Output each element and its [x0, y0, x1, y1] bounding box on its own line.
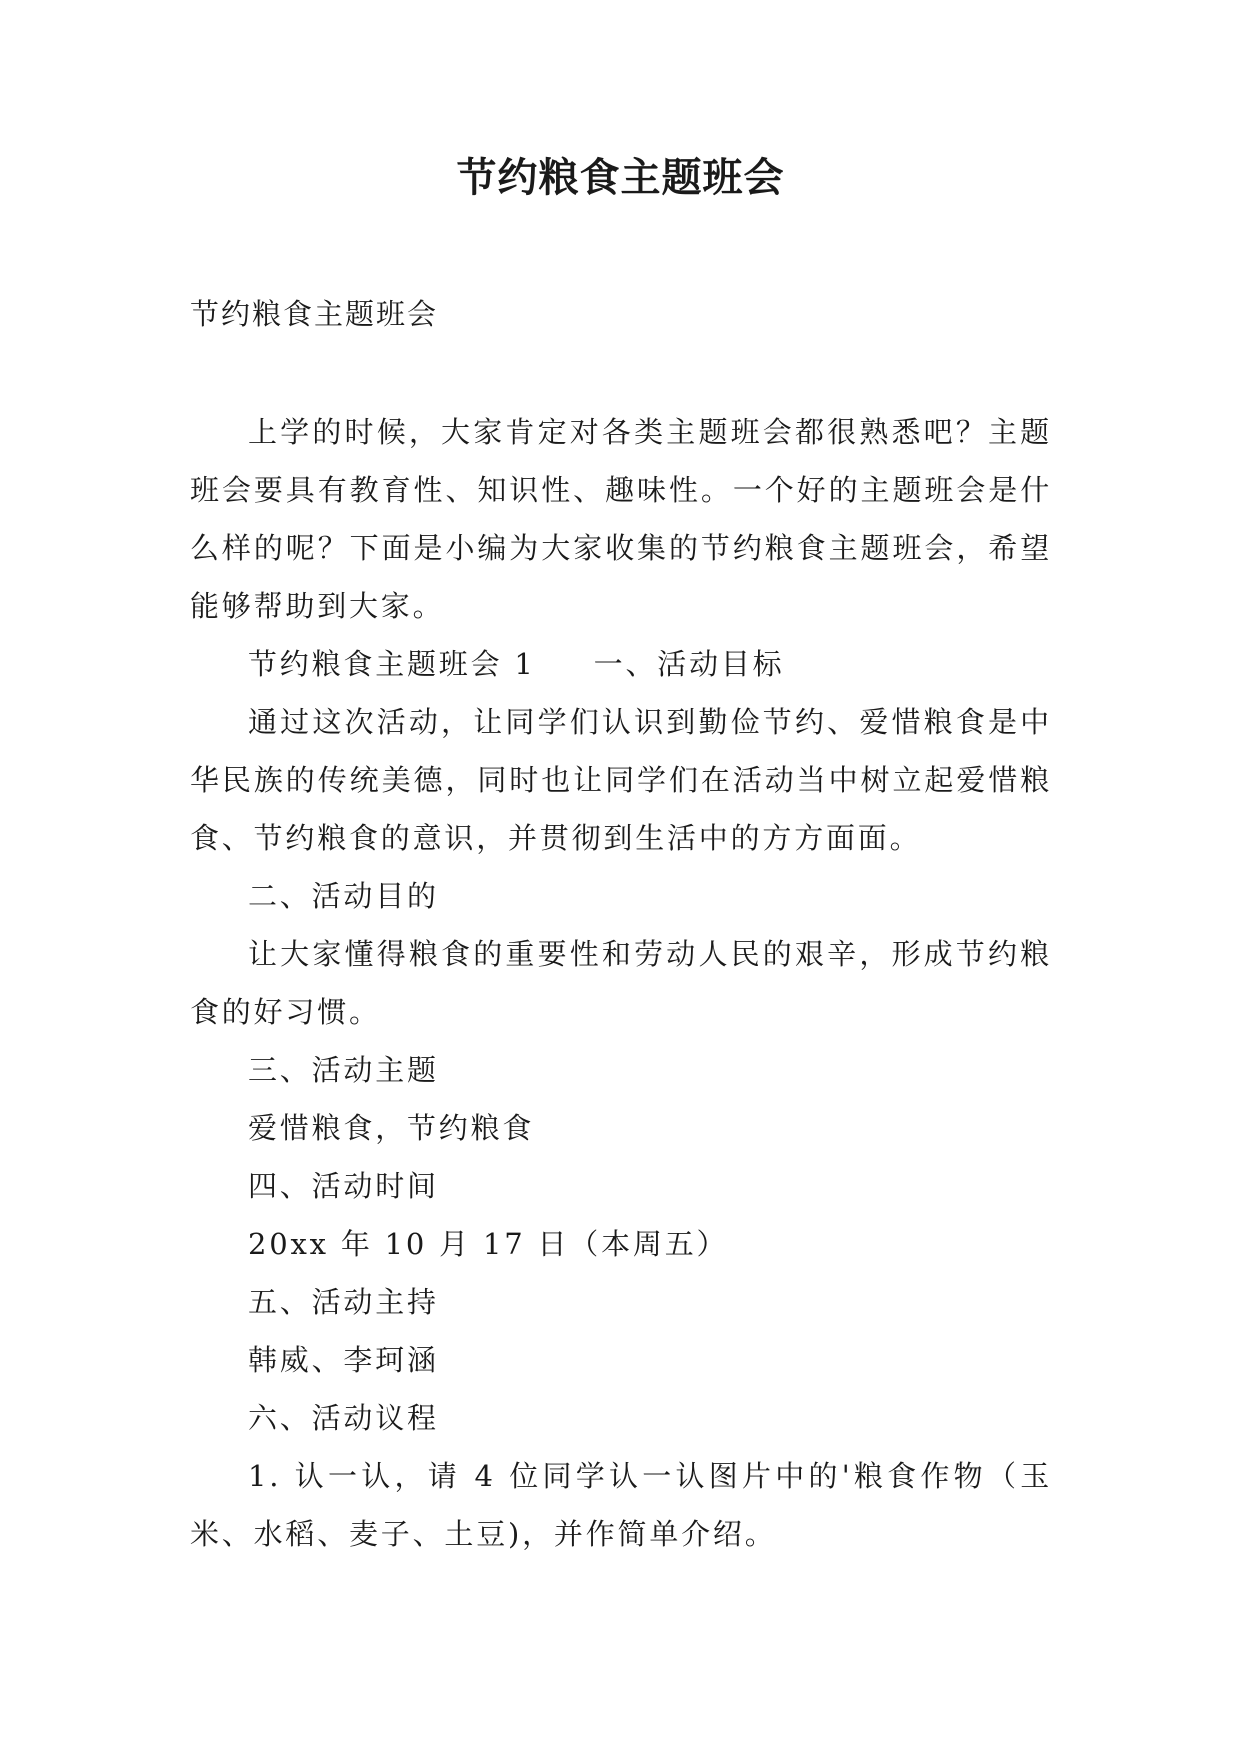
host-heading: 五、活动主持 [248, 1285, 439, 1319]
host-paragraph: 韩威、李珂涵 [248, 1343, 439, 1377]
time-paragraph: 20xx 年 10 月 17 日（本周五） [248, 1227, 729, 1261]
agenda-item-1: 1. 认一认，请 4 位同学认一认图片中的'粮食作物（玉米、水稻、麦子、土豆)，并作简单介绍。 [190, 1459, 1052, 1551]
time-heading: 四、活动时间 [248, 1169, 439, 1203]
document-body [190, 403, 1052, 1563]
purpose-heading: 二、活动目的 [248, 879, 439, 913]
document-title: 节约粮食主题班会 [456, 155, 785, 201]
theme-heading: 三、活动主题 [248, 1053, 439, 1087]
purpose-paragraph: 让大家懂得粮食的重要性和劳动人民的艰辛，形成节约粮食的好习惯。 [190, 937, 1052, 1029]
section-1-label: 节约粮食主题班会 1 [248, 647, 536, 681]
section-1-line [190, 635, 1052, 693]
goal-paragraph: 通过这次活动，让同学们认识到勤俭节约、爱惜粮食是中华民族的传统美德，同时也让同学们在活动当中树立起爱惜粮食、节约粮食的意识，并贯彻到生活中的方方面面。 [190, 705, 1052, 855]
intro-paragraph: 上学的时候，大家肯定对各类主题班会都很熟悉吧？主题班会要具有教育性、知识性、趣味性。一个好的主题班会是什么样的呢？下面是小编为大家收集的节约粮食主题班会，希望能够帮助到大家。 [190, 415, 1052, 623]
document-subtitle: 节约粮食主题班会 [190, 297, 439, 331]
theme-paragraph: 爱惜粮食，节约粮食 [248, 1111, 535, 1145]
goal-heading: 一、活动目标 [593, 647, 785, 681]
agenda-heading: 六、活动议程 [248, 1401, 439, 1435]
